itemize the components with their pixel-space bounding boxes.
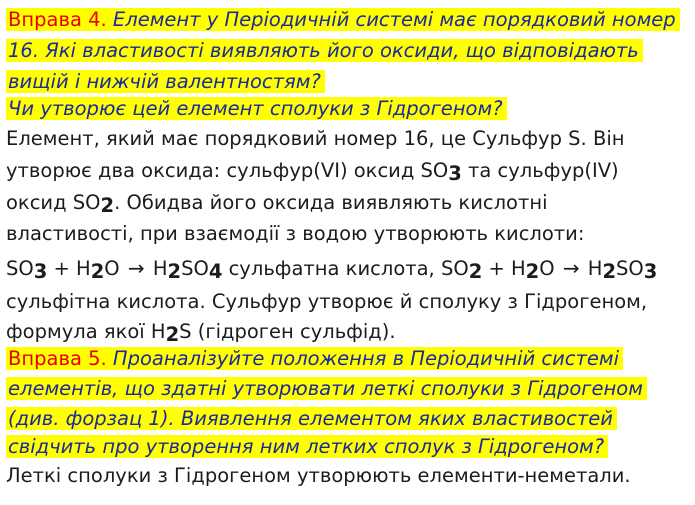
subscript: 2 [468, 259, 483, 283]
ex4-question-text-4: Чи утворює цей елемент сполуки з Гідрогеном? [8, 97, 503, 120]
eq-part: SO [616, 257, 644, 280]
eq-part: + H [47, 257, 91, 280]
subscript: 3 [448, 161, 462, 185]
reaction-arrow-icon: → [562, 256, 580, 280]
ex4-answer-text-7a: формула якої H [6, 320, 166, 343]
ex4-answer-line-1: Елемент, який має порядковий номер 16, це Сульфур S. Він [6, 127, 625, 150]
eq-part: O [539, 257, 561, 280]
subscript: 2 [165, 322, 180, 346]
subscript: 2 [100, 193, 115, 217]
ex5-question-text-3: (див. форзац 1). Виявлення елементом яких властивостей [8, 407, 613, 430]
ex4-answer-text-2a: утворює два оксида: сульфур(VI) оксид SO [6, 159, 449, 182]
ex5-question-text-2: елементів, що здатні утворювати леткі сполуки з Гідрогеном [8, 377, 643, 400]
ex4-answer-line-6: сульфітна кислота. Сульфур утворює й сполуку з Гідрогеном, [6, 290, 648, 313]
ex4-answer-text-3c: . Обидва його оксида виявляють кислотні [114, 191, 548, 214]
subscript: 4 [208, 259, 223, 283]
ex4-answer-text-2c: та сульфур(IV) [461, 159, 619, 182]
eq-part: H [581, 257, 603, 280]
ex4-answer-text-3a: оксид SO [6, 191, 101, 214]
eq-part: O [104, 257, 126, 280]
ex4-question-text-1: Елемент у Періодичній системі має порядковий номер [112, 8, 676, 31]
reaction-arrow-icon: → [127, 256, 145, 280]
subscript: 2 [602, 259, 617, 283]
ex4-equation-line [6, 253, 657, 284]
subscript: 2 [525, 259, 540, 283]
ex4-label: Вправа 4. [8, 8, 107, 31]
ex5-question-line-1 [6, 343, 623, 374]
subscript: 2 [90, 259, 105, 283]
eq-part: SO [181, 257, 209, 280]
ex5-question-line-4 [6, 431, 608, 462]
ex4-question-line-4 [6, 93, 507, 124]
ex5-question-line-3 [6, 403, 617, 434]
ex4-answer-line-4: властивості, при взаємодії з водою утворюють кислоти: [6, 222, 585, 245]
ex5-question-line-2 [6, 373, 647, 404]
ex5-label: Вправа 5. [8, 347, 107, 370]
ex4-answer-line-2 [6, 155, 619, 186]
subscript: 3 [33, 259, 48, 283]
ex4-question-text-3: вищій і нижчій валентностям? [8, 70, 321, 93]
ex4-answer-line-3 [6, 187, 548, 218]
ex5-question-text-1: Проаналізуйте положення в Періодичній системі [112, 347, 620, 370]
ex4-answer-text-7c: S (гідроген сульфід). [179, 320, 396, 343]
ex4-question-line-1 [6, 4, 680, 35]
eq-part: сульфатна кислота, SO [222, 257, 469, 280]
eq-part: SO [6, 257, 34, 280]
ex4-question-line-2 [6, 35, 643, 66]
ex4-question-text-2: 16. Які властивості виявляють його оксиди, що відповідають [8, 39, 639, 62]
subscript: 2 [167, 259, 182, 283]
eq-part: + H [482, 257, 526, 280]
ex5-answer-line-1: Леткі сполуки з Гідрогеном утворюють елементи-неметали. [6, 464, 631, 487]
subscript: 3 [643, 259, 658, 283]
eq-part: H [146, 257, 168, 280]
ex5-question-text-4: свідчить про утворення ним летких сполук з Гідрогеном? [8, 435, 605, 458]
